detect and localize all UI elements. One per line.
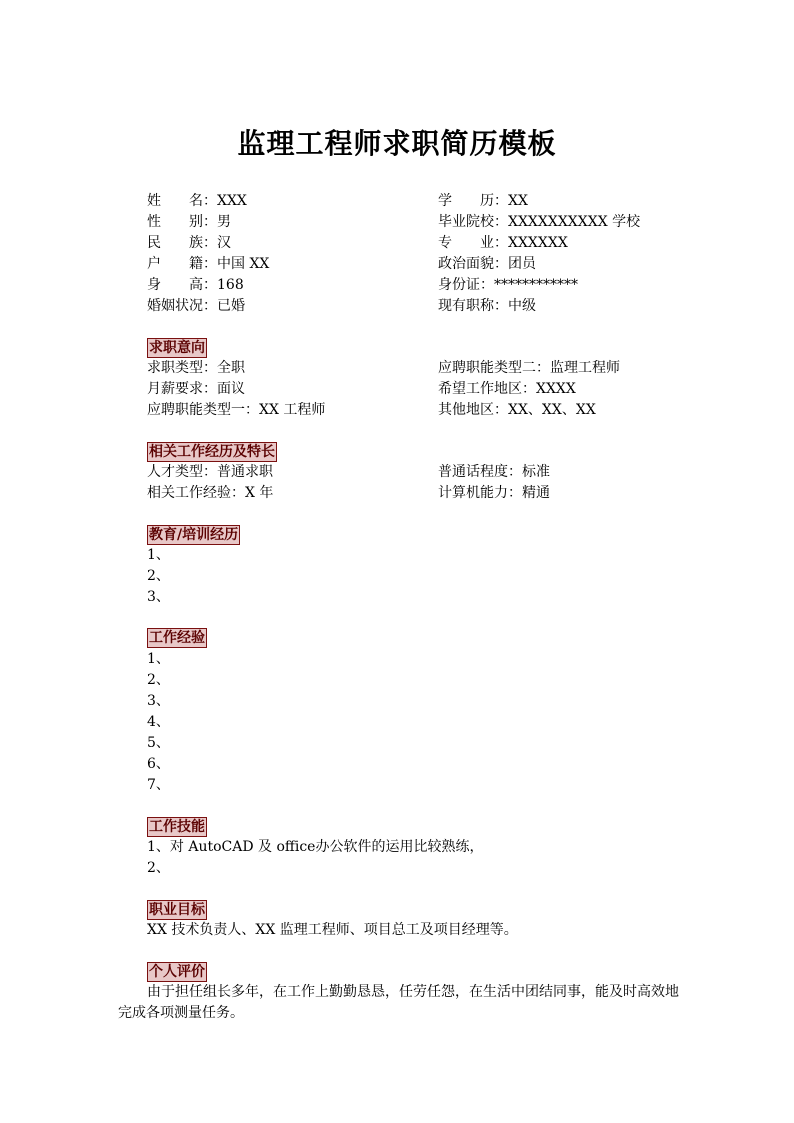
field-label: 相关工作经验： <box>147 485 245 501</box>
field-value: X 年 <box>245 485 274 501</box>
profile-row <box>438 462 550 483</box>
field-label: 学 历： <box>438 193 508 209</box>
evaluation-text: 由于担任组长多年，在工作上勤勤恳恳，任劳任怨，在生活中团结同事，能及时高效地完成各项测量任务。 <box>118 984 679 1021</box>
field-label: 其他地区： <box>438 402 508 418</box>
field-value: 汉 <box>217 235 231 251</box>
personal-row <box>147 275 244 296</box>
field-value: XXXXXX <box>508 235 568 251</box>
field-label: 婚姻状况： <box>147 298 217 314</box>
field-label: 姓 名： <box>147 193 217 209</box>
field-value: 监理工程师 <box>550 360 620 376</box>
list-item: 1、 <box>147 651 170 667</box>
field-value: 168 <box>217 277 244 293</box>
personal-row <box>438 275 578 296</box>
personal-row <box>147 254 269 275</box>
field-label: 求职类型： <box>147 360 217 376</box>
profile-row <box>147 462 273 483</box>
goal-text: XX 技术负责人、XX 监理工程师、项目总工及项目经理等。 <box>147 922 518 938</box>
field-value: ************ <box>494 277 578 293</box>
field-value: XXX <box>217 193 247 209</box>
field-label: 应聘职能类型一： <box>147 402 259 418</box>
field-value: 全职 <box>217 360 245 376</box>
intent-row <box>147 358 245 379</box>
field-value: 中国 XX <box>217 256 270 272</box>
intent-row <box>438 358 620 379</box>
list-item: 2、 <box>147 568 170 584</box>
section-heading-skills: 工作技能 <box>149 819 205 835</box>
field-value: XXXXXXXXXX 学校 <box>508 214 641 230</box>
field-value: 面议 <box>217 381 245 397</box>
field-value: XX 工程师 <box>259 402 326 418</box>
section-heading-work: 工作经验 <box>149 630 205 646</box>
field-value: XXXX <box>536 381 576 397</box>
intent-row <box>438 400 596 421</box>
section-heading-intent: 求职意向 <box>149 340 205 356</box>
list-item: 4、 <box>147 714 170 730</box>
field-label: 毕业院校： <box>438 214 508 230</box>
field-label: 专 业： <box>438 235 508 251</box>
personal-row <box>438 254 536 275</box>
field-value: 男 <box>217 214 231 230</box>
field-value: 已婚 <box>217 298 245 314</box>
personal-row <box>438 191 528 212</box>
field-label: 性 别： <box>147 214 217 230</box>
personal-row <box>147 191 247 212</box>
list-item: 2、 <box>147 860 170 876</box>
field-value: 团员 <box>508 256 536 272</box>
section-heading-experience-profile: 相关工作经历及特长 <box>149 444 275 460</box>
personal-row <box>147 212 231 233</box>
section-heading-education: 教育/培训经历 <box>149 527 239 543</box>
list-item: 5、 <box>147 735 170 751</box>
field-label: 身份证： <box>438 277 494 293</box>
section-heading-evaluation: 个人评价 <box>149 964 205 980</box>
personal-row <box>147 233 231 254</box>
personal-row <box>438 296 536 317</box>
personal-row <box>438 233 568 254</box>
field-label: 身 高： <box>147 277 217 293</box>
personal-row <box>147 296 245 317</box>
field-label: 人才类型： <box>147 464 217 480</box>
list-item: 6、 <box>147 756 170 772</box>
list-item: 7、 <box>147 777 170 793</box>
profile-row <box>147 483 273 504</box>
field-label: 希望工作地区： <box>438 381 536 397</box>
list-item: 1、对 AutoCAD 及 office办公软件的运用比较熟练， <box>147 839 484 855</box>
field-label: 现有职称： <box>438 298 508 314</box>
field-label: 普通话程度： <box>438 464 522 480</box>
field-value: 精通 <box>522 485 550 501</box>
field-label: 计算机能力： <box>438 485 522 501</box>
field-label: 户 籍： <box>147 256 217 272</box>
field-value: 标准 <box>522 464 550 480</box>
field-value: 中级 <box>508 298 536 314</box>
intent-row <box>147 379 245 400</box>
field-value: XX、XX、XX <box>508 402 596 418</box>
field-label: 月薪要求： <box>147 381 217 397</box>
field-label: 政治面貌： <box>438 256 508 272</box>
field-value: XX <box>508 193 528 209</box>
profile-row <box>438 483 550 504</box>
field-label: 应聘职能类型二： <box>438 360 550 376</box>
personal-row <box>438 212 640 233</box>
intent-row <box>438 379 576 400</box>
intent-row <box>147 400 325 421</box>
field-value: 普通求职 <box>217 464 273 480</box>
field-label: 民 族： <box>147 235 217 251</box>
list-item: 2、 <box>147 672 170 688</box>
section-heading-goal: 职业目标 <box>149 902 205 918</box>
list-item: 1、 <box>147 547 170 563</box>
page-title: 监理工程师求职简历模板 <box>237 127 557 160</box>
list-item: 3、 <box>147 693 170 709</box>
list-item: 3、 <box>147 589 170 605</box>
